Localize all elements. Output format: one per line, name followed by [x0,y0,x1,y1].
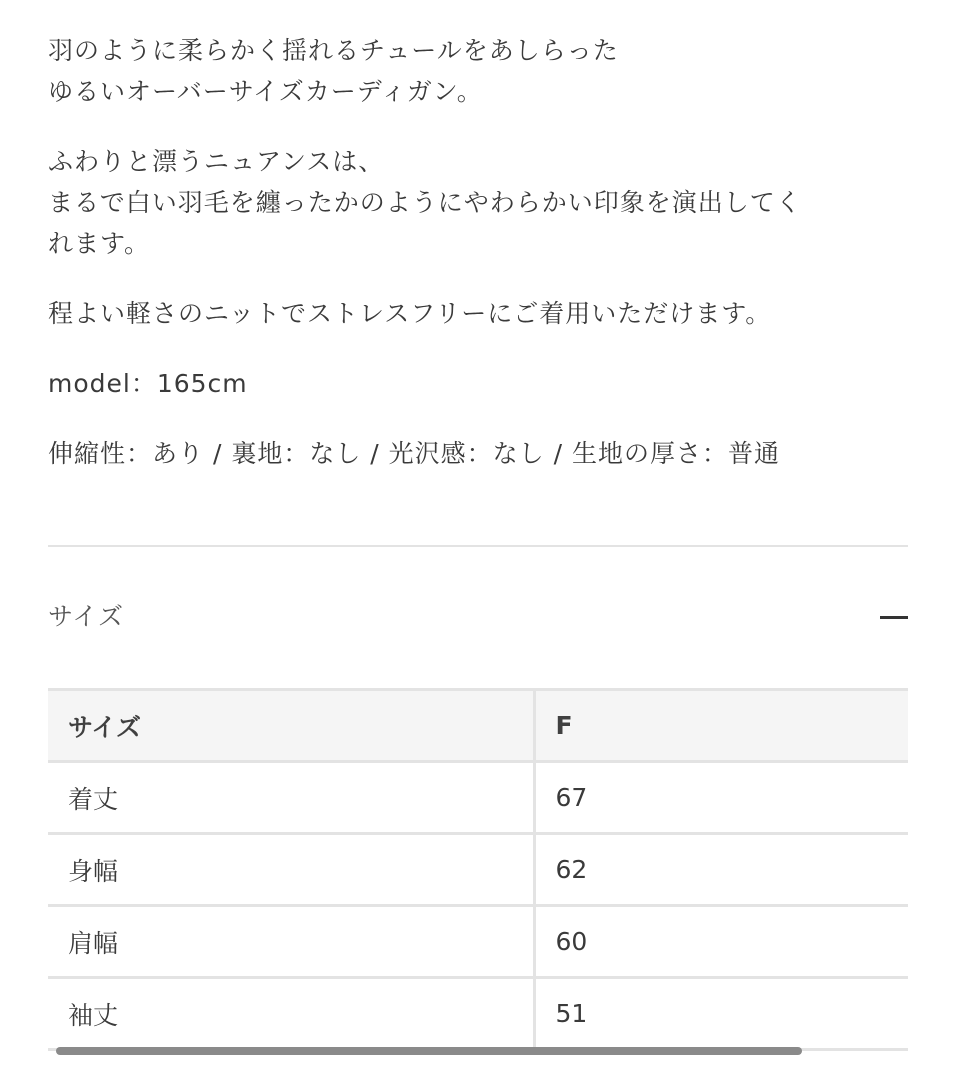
table-cell-value: 67 [534,762,908,834]
table-row [48,978,908,1050]
table-cell-value: 60 [534,906,908,978]
description-paragraph [48,30,918,112]
fabric-attributes [48,433,918,474]
table-cell-label: 肩幅 [48,906,534,978]
description-line: 羽のように柔らかく揺れるチュールをあしらった [48,36,619,65]
collapse-toggle-button[interactable] [879,603,909,631]
table-header-row [48,690,908,762]
size-table-container[interactable] [48,688,908,1062]
minus-icon [880,616,908,619]
size-table [48,688,908,1051]
description-paragraph [48,141,918,264]
table-row [48,762,908,834]
table-cell-label: 着丈 [48,762,534,834]
table-cell-label: 袖丈 [48,978,534,1050]
product-description [48,30,918,503]
description-line: れます。 [48,229,151,258]
table-cell-value: 51 [534,978,908,1050]
table-row [48,834,908,906]
description-line: ゆるいオーバーサイズカーディガン。 [48,77,483,106]
description-line: 程よい軽さのニットでストレスフリーにご着用いただけます。 [48,299,772,328]
size-accordion-title[interactable]: サイズ [48,602,125,631]
description-line: ふわりと漂うニュアンスは、 [48,147,385,176]
horizontal-scrollbar[interactable] [56,1047,802,1055]
fabric-attributes-text: 伸縮性：あり / 裏地：なし / 光沢感：なし / 生地の厚さ：普通 [48,439,780,468]
table-row [48,906,908,978]
section-divider [48,545,908,547]
table-header-cell: F [534,690,908,762]
table-cell-value: 62 [534,834,908,906]
model-height: model：165cm [48,369,248,398]
description-paragraph [48,293,918,334]
table-cell-label: 身幅 [48,834,534,906]
description-line: まるで白い羽毛を纏ったかのようにやわらかい印象を演出してく [48,188,802,217]
model-info [48,363,918,404]
table-header-cell: サイズ [48,690,534,762]
